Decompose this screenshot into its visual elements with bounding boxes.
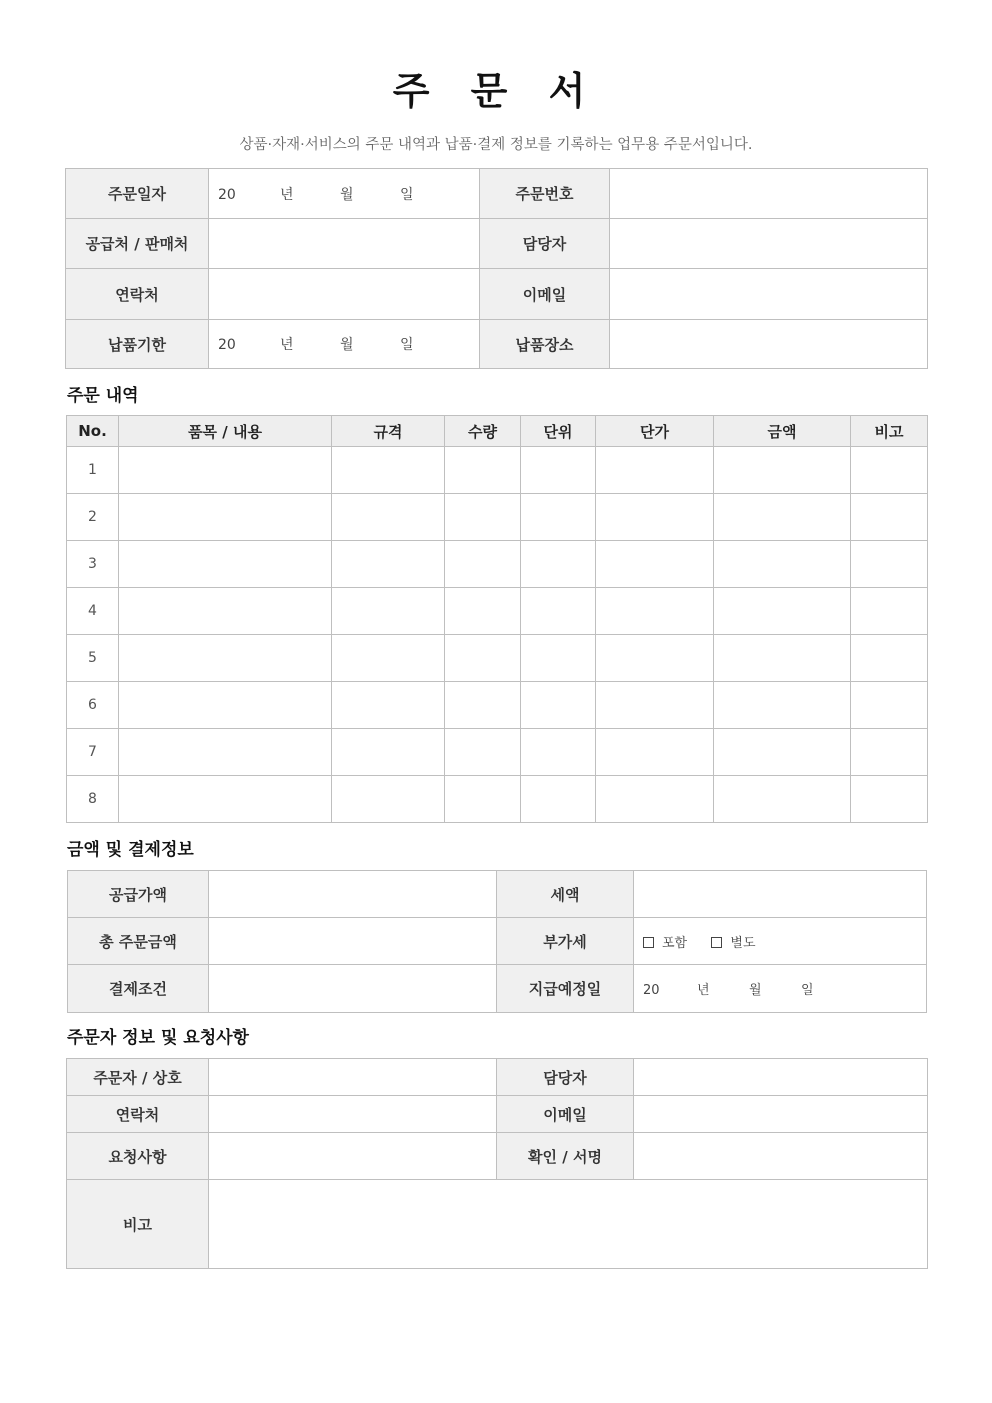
orderer-contact-label: 연락처 (67, 1096, 209, 1133)
note-field[interactable] (209, 1180, 928, 1269)
table-row (67, 776, 928, 823)
table-row (67, 588, 928, 635)
page-subtitle: 상품·자재·서비스의 주문 내역과 납품·결제 정보를 기록하는 업무용 주문서입니다. (239, 137, 753, 153)
payment-terms-label: 결제조건 (68, 965, 209, 1013)
orderer-field[interactable] (209, 1059, 497, 1096)
row-number: 5 (67, 635, 119, 682)
row-number: 8 (67, 776, 119, 823)
item-cell[interactable] (521, 494, 596, 541)
vat-label: 부가세 (497, 918, 634, 965)
items-header-cell: 단위 (521, 416, 596, 447)
tax-field[interactable] (634, 871, 927, 918)
manager-label: 담당자 (480, 219, 610, 269)
item-cell[interactable] (596, 635, 714, 682)
item-cell[interactable] (332, 447, 445, 494)
orderer-section-title: 주문자 정보 및 요청사항 (67, 1028, 249, 1048)
item-cell[interactable] (332, 776, 445, 823)
items-section-title: 주문 내역 (67, 386, 139, 406)
item-cell[interactable] (851, 447, 928, 494)
items-header-cell: 수량 (445, 416, 521, 447)
items-header-cell: 품목 / 내용 (119, 416, 332, 447)
payment-section-title: 금액 및 결제정보 (67, 840, 194, 860)
order-date-month-unit: 월 (340, 186, 354, 203)
item-cell[interactable] (445, 729, 521, 776)
item-cell[interactable] (596, 682, 714, 729)
item-cell[interactable] (445, 447, 521, 494)
delivery-due-day-unit: 일 (400, 337, 414, 353)
table-row (67, 494, 928, 541)
contact-label: 연락처 (66, 269, 209, 320)
row-number: 6 (67, 682, 119, 729)
table-row (67, 635, 928, 682)
orderer-manager-label: 담당자 (497, 1059, 634, 1096)
item-cell[interactable] (851, 588, 928, 635)
pay-date-day-unit: 일 (801, 983, 814, 998)
delivery-due-year-unit: 년 (280, 337, 294, 353)
item-cell[interactable] (119, 541, 332, 588)
items-header-cell: No. (67, 416, 119, 447)
contact-field[interactable] (209, 269, 480, 320)
orderer-contact-field[interactable] (209, 1096, 497, 1133)
item-cell[interactable] (332, 682, 445, 729)
vat-include-label: 포함 (662, 935, 688, 951)
item-cell[interactable] (714, 447, 851, 494)
item-cell[interactable] (596, 588, 714, 635)
total-amount-field[interactable] (209, 918, 497, 965)
item-cell[interactable] (596, 494, 714, 541)
order-date-field[interactable] (209, 169, 480, 219)
page-title: 주 문 서 (392, 69, 600, 113)
item-cell[interactable] (445, 682, 521, 729)
item-cell[interactable] (851, 729, 928, 776)
item-cell[interactable] (445, 588, 521, 635)
email-label: 이메일 (480, 269, 610, 320)
item-cell[interactable] (119, 682, 332, 729)
item-cell[interactable] (714, 588, 851, 635)
supplier-field[interactable] (209, 219, 480, 269)
vat-separate-checkbox[interactable] (711, 936, 755, 951)
sign-field[interactable] (634, 1133, 928, 1180)
request-label: 요청사항 (67, 1133, 209, 1180)
item-cell[interactable] (445, 635, 521, 682)
note-label: 비고 (67, 1180, 209, 1269)
item-cell[interactable] (851, 776, 928, 823)
order-no-label: 주문번호 (480, 169, 610, 219)
orderer-manager-field[interactable] (634, 1059, 928, 1096)
supply-amount-label: 공급가액 (68, 871, 209, 918)
orderer-table (66, 1058, 928, 1269)
item-cell[interactable] (445, 541, 521, 588)
row-number: 4 (67, 588, 119, 635)
delivery-place-label: 납품장소 (480, 320, 610, 369)
vat-include-checkbox[interactable] (643, 936, 687, 951)
table-row (67, 682, 928, 729)
delivery-due-year: 20 (218, 337, 236, 353)
payment-table (67, 870, 927, 1013)
item-cell[interactable] (521, 776, 596, 823)
row-number: 3 (67, 541, 119, 588)
items-header-row (67, 416, 928, 447)
delivery-due-label: 납품기한 (66, 320, 209, 369)
items-header-cell: 비고 (851, 416, 928, 447)
row-number: 2 (67, 494, 119, 541)
orderer-email-label: 이메일 (497, 1096, 634, 1133)
order-date-label: 주문일자 (66, 169, 209, 219)
item-cell[interactable] (714, 729, 851, 776)
item-cell[interactable] (521, 541, 596, 588)
item-cell[interactable] (521, 682, 596, 729)
item-cell[interactable] (332, 494, 445, 541)
order-date-day-unit: 일 (400, 186, 414, 203)
pay-date-year: 20 (643, 983, 660, 998)
items-header-cell: 규격 (332, 416, 445, 447)
delivery-due-field[interactable] (209, 320, 480, 369)
orderer-email-field[interactable] (634, 1096, 928, 1133)
item-cell[interactable] (596, 447, 714, 494)
item-cell[interactable] (119, 729, 332, 776)
item-cell[interactable] (851, 682, 928, 729)
order-info-table (65, 168, 928, 369)
row-number: 7 (67, 729, 119, 776)
pay-date-field[interactable] (634, 965, 927, 1013)
items-header-cell: 단가 (596, 416, 714, 447)
item-cell[interactable] (596, 729, 714, 776)
supply-amount-field[interactable] (209, 871, 497, 918)
email-field[interactable] (610, 269, 928, 320)
item-cell[interactable] (119, 588, 332, 635)
item-cell[interactable] (332, 729, 445, 776)
checkbox-icon (711, 937, 722, 948)
order-date-year-unit: 년 (280, 186, 294, 203)
item-cell[interactable] (714, 541, 851, 588)
items-header-cell: 금액 (714, 416, 851, 447)
item-cell[interactable] (445, 776, 521, 823)
item-cell[interactable] (445, 494, 521, 541)
item-cell[interactable] (714, 494, 851, 541)
table-row (67, 447, 928, 494)
pay-date-month-unit: 월 (749, 983, 762, 998)
checkbox-icon (643, 937, 654, 948)
orderer-label: 주문자 / 상호 (67, 1059, 209, 1096)
item-cell[interactable] (851, 494, 928, 541)
pay-date-year-unit: 년 (697, 983, 710, 998)
item-cell[interactable] (332, 635, 445, 682)
item-cell[interactable] (714, 776, 851, 823)
tax-label: 세액 (497, 871, 634, 918)
manager-field[interactable] (610, 219, 928, 269)
item-cell[interactable] (521, 729, 596, 776)
item-cell[interactable] (521, 447, 596, 494)
item-cell[interactable] (119, 635, 332, 682)
item-cell[interactable] (332, 588, 445, 635)
items-table (66, 415, 928, 823)
item-cell[interactable] (521, 635, 596, 682)
pay-date-label: 지급예정일 (497, 965, 634, 1013)
delivery-place-field[interactable] (610, 320, 928, 369)
table-row (67, 729, 928, 776)
item-cell[interactable] (596, 776, 714, 823)
vat-separate-label: 별도 (730, 935, 756, 951)
item-cell[interactable] (119, 447, 332, 494)
item-cell[interactable] (851, 541, 928, 588)
item-cell[interactable] (119, 494, 332, 541)
order-no-field[interactable] (610, 169, 928, 219)
item-cell[interactable] (714, 682, 851, 729)
item-cell[interactable] (851, 635, 928, 682)
sign-label: 확인 / 서명 (497, 1133, 634, 1180)
payment-terms-field[interactable] (209, 965, 497, 1013)
item-cell[interactable] (521, 588, 596, 635)
item-cell[interactable] (714, 635, 851, 682)
item-cell[interactable] (119, 776, 332, 823)
supplier-label: 공급처 / 판매처 (66, 219, 209, 269)
order-date-year: 20 (218, 186, 236, 203)
vat-options (634, 918, 927, 965)
row-number: 1 (67, 447, 119, 494)
table-row (67, 541, 928, 588)
item-cell[interactable] (596, 541, 714, 588)
request-field[interactable] (209, 1133, 497, 1180)
item-cell[interactable] (332, 541, 445, 588)
delivery-due-month-unit: 월 (340, 337, 354, 353)
total-amount-label: 총 주문금액 (68, 918, 209, 965)
